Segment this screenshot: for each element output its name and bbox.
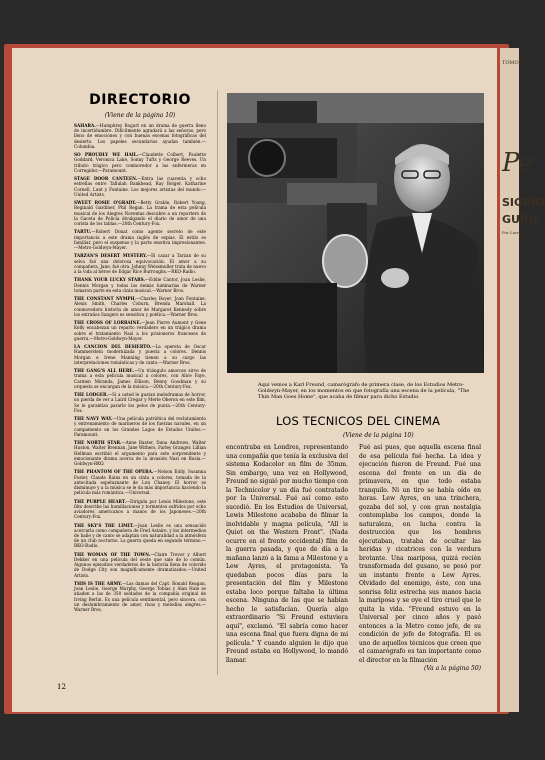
directorio-title: DIRECTORIO: [89, 92, 191, 108]
entry-text: —Anne Baxter, Dana Andrews, Walter Huston, Walter Brennan, Jane Withers, Farley Granger. Lillian Hellman escribió el argumento para este sorprendente y emocionante drama acerca de la invasión Nazi en Rusia.—Goldwyn-RKO.: [74, 440, 207, 467]
article-column-2: [359, 444, 481, 674]
entry-text: —Entra las cuarenta y ocho estrellas entre Tallulah Bankhead, Ray Bolger, Katharine Cornell, Lunt y Fontaine. Los mejores artistas del mundo.—United Artists.: [74, 176, 206, 197]
photo-caption: Aquí vemos a Karl Freund, camarógrafo de primera clase, de los Estudios Metro-Goldwyn-Mayer, en los momentos en que fotografía una escena de la película, "The Thin Man Goes Home", que acaba de filmar para dicho Estudio.: [258, 382, 470, 400]
directorio-entry: [74, 368, 206, 389]
entry-text: —Humphrey Bogart en un drama de guerra lleno de incertidumbre. Difícilmente agradará a las señoras, pero lleno de emociones y con buenas escenas fotográficas del desierto. Los papeles secundarios ayudan también.—Columbia.: [74, 123, 206, 149]
entry-text: —Claudette Colbert, Paulette Goddard, Veronica Lake, Sonny Tufts y George Reeves. Un tributo trágico pero conmovedor a las enfermeras en Corregidor.—Paramount.: [74, 152, 207, 173]
directorio-entry: [74, 176, 206, 197]
directorio-entry: [74, 123, 206, 149]
entry-title: SAHARA.: [74, 123, 96, 128]
entry-text: —Nelson Eddy, Susanna Foster, Claude Rains en un cinta a colores, tomada de la antecitada espeluznante de Lon Chaney. El horror se disminuye y a la música se le da más importancia haciendo la película más romántica.—Universal.: [74, 469, 206, 496]
entry-title: THE PURPLE HEART.: [74, 498, 126, 504]
next-page-edge: [500, 48, 545, 712]
entry-title: THE NAVY WAY.: [74, 416, 113, 422]
directorio-entry: [74, 253, 206, 274]
next-page-byline: Por Lorraine Haw: [502, 230, 539, 235]
article-column-1: encontraba en Londres, representando una compañía que tenía la exclusiva del sistema Kodacolor en film de 35mm. Sin embargo, una vez en Hollywood, Freund no siguió por mucho tiempo con la Technicolor y un día fué contratado por la Universal. Fué así como esto sucedió. En los Estudios de Universal, Lewis Milestone acababa de filmar la inolvidable y magna película, "All is Quiet on the Western Front". (Nada ocurre en el frente occidental) film de la guerra pasada, y que de día a la mañana lanzó a la fama a Milestone y a Lew Ayres, el protagonista. Ya quedaban pocos días para la presentación del film y Milestone estaba loco porque faltaba la última escena. Ninguna de las que se habían hecho le satisfacían. Quería algo extraordinario "Si Freund estuviera aquí", exclamó. "El sabría como hacer una escena final que fuera digna de mi película." Y cuando alguien le dijo que Freund estaba en Hollywood, lo mandó llamar.: [226, 444, 348, 664]
entry-text: —Si a usted le gustan melodramas de horror, no pierda de ver a Laird Cregar y Merle Oberon en este film. Se le garantiza pararle los pelos de punta.—20th Century-Fox.: [74, 392, 206, 413]
directorio-entry: [74, 581, 206, 612]
entry-title: THIS IS THE ARMY.: [74, 581, 123, 587]
photo-karl-freund: [227, 93, 484, 373]
entry-text: —Dirigida por Lewis Milestone, este film describe las humillaciones y tormentos sufridos por ocho aviadores americanos a manos de los Japoneses.—20th Century-Fox.: [74, 498, 206, 520]
directorio-entry: [74, 200, 206, 226]
entry-text: —Jean Pierre Aumont y Gene Kelly encabezan un reparto verdadero en un trágico drama sobre el tratamiento Nazi a los prisioneros franceses de guerra.—Metro-Goldwyn-Mayer.: [74, 320, 206, 341]
directorio-entry: [74, 440, 206, 466]
article-subtitle: (Viene de la página 10): [343, 432, 414, 439]
directorio-subtitle: (Viene de la página 10): [104, 112, 176, 119]
entry-text: —Joan Leslie es una sensación acercarla como compañera de Fred Astaire, y los intermedios de baile y de canto se adaptan con naturalidad a la atmósfera de un club nocturno. La guerra queda en segundo término.—RKO-Radio.: [74, 522, 207, 549]
page-number: 12: [57, 683, 66, 691]
directorio-entry: [74, 152, 206, 173]
entry-text: —Betty Grable, Robert Young, Reginald Gardiner, Phil Regan. La trama de esta película musical de los Alegres Noventas descubre a un reportero de la Gaceta de Policía divulgando el diario de amor de una corista de los tablas.—20th Century-Fox.: [74, 200, 207, 227]
directorio-entry: [74, 392, 206, 413]
entry-title: LA CANCION DEL DESIERTO.: [74, 344, 152, 350]
entry-title: TARTU.: [74, 229, 92, 235]
entry-title: STAGE DOOR CANTEEN.: [74, 176, 138, 182]
directorio-entry: [74, 296, 206, 317]
entry-title: THE WOMAN OF THE TOWN.: [74, 551, 151, 557]
photo-illustration: [227, 93, 484, 373]
entry-title: SO PROUDLY WE HAIL.: [74, 152, 139, 158]
article-column-2-text: Fué así pues, que aquella escena final de esa película fué hecha. La idea y ejecución fueron de Freund. Fué una escena del frente en un día de primavera, en que todo estaba tranquilo. Ni un tiro se había oído en horas. Lew Ayres, en una trinchera, gozaba del sol, y con gran nostalgia contemplaba los campos, donde la naturaleza, en lucha contra la destrucción que los hombres ejecutaban, trataba de ocultar las heridas y cicatrices con la verdura brotante. Una mariposa, quizá recién transformada del gusano, se posó por un instante frente a Lew Ayres. Olvidado del enemigo, éste, con una sonrisa feliz estrecha sus manos hacia la mariposa y se oye el tiro cruel que le quita la vida. "Freund estuvo en la Universal por cinco años y pasó entonces a la Metro como jefe, de su condición de jefe de fotografía. El es uno de aquellos técnicos que creen que el camarógrafo es tan importante como el director en la filmación: [359, 444, 481, 664]
directorio-entry: [74, 552, 206, 578]
column-rule: [217, 90, 218, 675]
next-page-heading: Pe: [502, 148, 534, 178]
directorio-entry: [74, 499, 206, 520]
entry-text: —Robert Donat como agente secreto de este importancia a este drama inglés de espías. El estilo es familiar, pero el suspenso y la parte emotiva impresionantes.—Metro-Goldwyn-Mayer.: [74, 229, 206, 251]
next-page-name-2: GURIE: [502, 213, 541, 226]
entry-text: —El cazar a Tarzan de su selva fué una dolorosa equivocación. El amor a su compañera, Jane, fué otra. Johnny Weissmuller trata de nuevo a la vida al héroe de Edgar Rice Burroughs.—RKO-Radio.: [74, 253, 206, 275]
entry-title: THE CONSTANT NYMPH.: [74, 296, 136, 302]
directorio-entry: [74, 344, 206, 365]
directorio-entry: [74, 523, 206, 549]
entry-title: THANK YOUR LUCKY STARS.: [74, 277, 145, 283]
entry-title: THE PHANTOM OF THE OPERA.: [74, 469, 154, 475]
volume-label: TOMO XVII: [502, 60, 532, 66]
entry-title: THE LODGER.: [74, 392, 108, 398]
directorio-entry: [74, 229, 206, 250]
entry-title: THE SKY'S THE LIMIT.: [74, 522, 134, 528]
entry-text: —Una película patriótica del reclutamiento y entrenamiento de marineros de los fuerzas navales, en un campamento en los Grandes Lagos de Estados Unidos.—Paramount.: [74, 416, 207, 437]
article-continued: (Va a la página 50): [424, 665, 481, 672]
entry-text: —La opereta de Oscar Hammerstein modernizada y puesta a colores. Dennis Morgan e Irene Manning tienen a su cargo las interpretaciones románticas y de canto.—Warner Bros.: [74, 344, 206, 365]
entry-title: THE GANG'S ALL HERE.: [74, 368, 134, 374]
directorio-entry: [74, 320, 206, 341]
entry-text: —Eddie Cantor, Joan Leslie, Dennis Morgan y todas las demás luminarias de Warner tomaron parte en esta cinta musical.—Warner Bros.: [74, 277, 206, 293]
entry-title: THE CROSS OF LORRAINE.: [74, 320, 142, 326]
entry-title: THE NORTH STAR.: [74, 440, 122, 446]
next-page-name-1: SIGRID: [502, 196, 545, 209]
directorio-column: [74, 92, 206, 615]
entry-text: —Claire Trevor y Albert Dekker en una película del oeste que sale de lo común. Algunos episodios verdaderos de la historia llena de colorido de Dodge City son magníficamente dramatizados.—United Artists.: [74, 551, 207, 578]
entry-title: SWEET ROSIE O'GRADY.: [74, 200, 137, 206]
directorio-entry: [74, 416, 206, 437]
entry-text: —Las damas del Capt. Ronald Reagan, Joan Leslie, George Murphy, George Tobias y Alan Hale se añaden a las de 350 soldados de la compañía original de Irving Berlin. Es una película sentimental, pero sincera, con un deslumbramiento de amor, risas y melodías alegres.—Warner Bros.: [74, 581, 206, 613]
entry-text: —Un triángulo amoroso sirve de trama a esta película musical a colores, con Alice Faye, Carmen Miranda, James Ellison, Benny Goodman y su orquesta se encargan de la música.—20th Century-Fox.: [74, 368, 206, 389]
entry-title: TARZAN'S DESERT MYSTERY.: [74, 253, 147, 259]
entry-text: —Charles Boyer, Joan Fontaine, Alexis Smith, Charles Coburn, Brenda Marshall. La conmovedora historia de amor de Margaret Kennedy sobre los extraños Sangers es sensitiva y poética.—Warner Bros.: [74, 296, 206, 317]
article-title: LOS TECNICOS DEL CINEMA: [276, 414, 441, 428]
directorio-entries: [74, 123, 206, 612]
directorio-entry: [74, 277, 206, 293]
directorio-entry: [74, 469, 206, 495]
